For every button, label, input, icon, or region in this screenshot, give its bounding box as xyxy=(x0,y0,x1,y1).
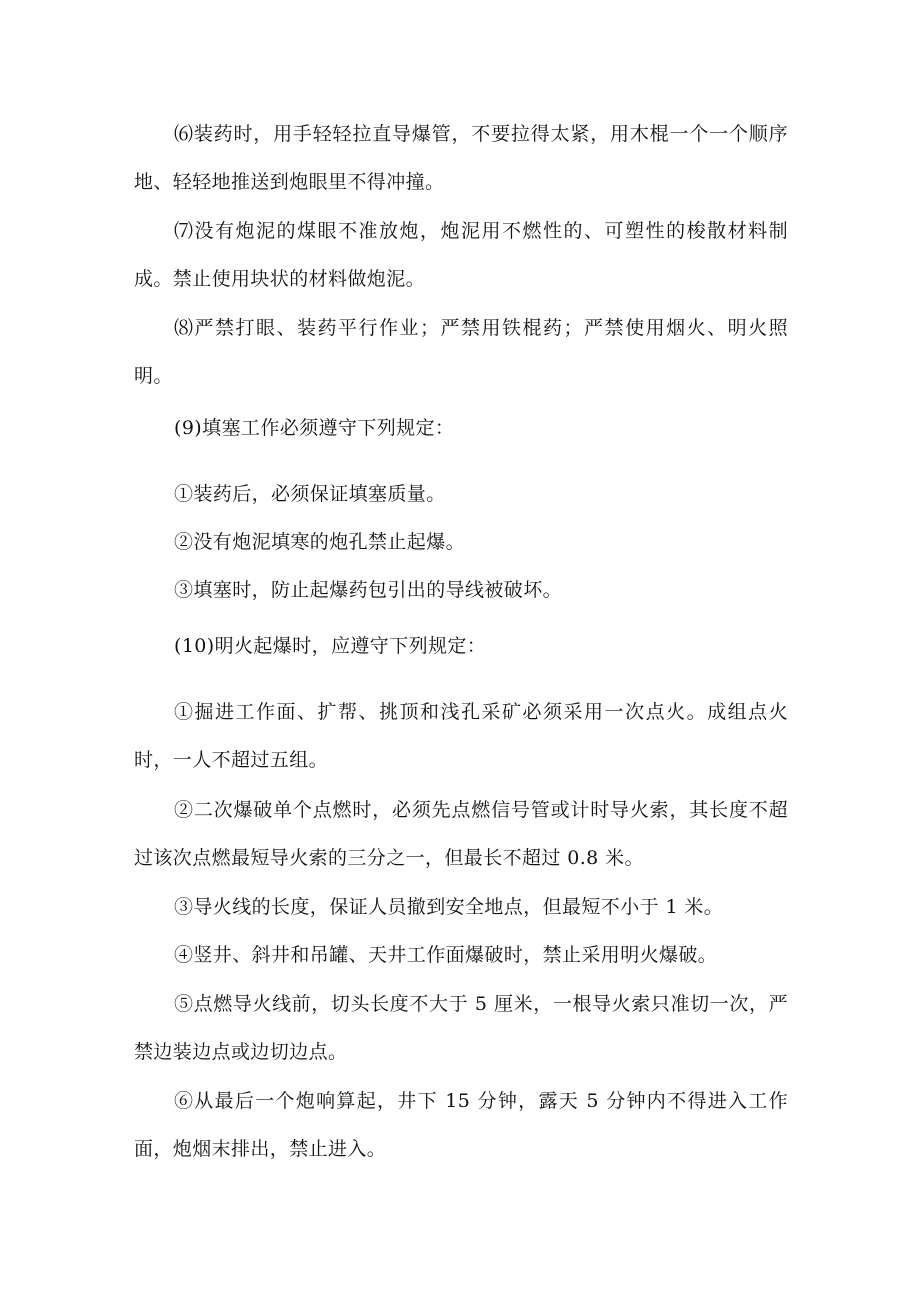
section-heading-10: (10)明火起爆时，应遵守下列规定： xyxy=(174,635,487,657)
list-item-9-1: ①装药后，必须保证填塞质量。 xyxy=(174,483,446,505)
paragraph-item-8-prohibitions: ⑻严禁打眼、装药平行作业；严禁用铁棍药；严禁使用烟火、明火照明。 xyxy=(134,317,788,387)
section-heading-9: (9)填塞工作必须遵守下列规定： xyxy=(174,417,455,439)
list-item-9-2: ②没有炮泥填寒的炮孔禁止起爆。 xyxy=(174,531,466,553)
list-item-10-5: ⑤点燃导火线前，切头长度不大于 5 厘米，一根导火索只准切一次，严禁边装边点或边切边点。 xyxy=(134,993,788,1063)
list-item-10-6: ⑥从最后一个炮响算起，井下 15 分钟，露天 5 分钟内不得进入工作面，炮烟末排出，禁止进入。 xyxy=(134,1090,788,1160)
list-item-10-4: ④竖井、斜井和吊罐、天井工作面爆破时，禁止采用明火爆破。 xyxy=(174,944,718,966)
list-item-9-3: ③填塞时，防止起爆药包引出的导线被破坏。 xyxy=(174,579,563,601)
paragraph-item-7-stemming: ⑺没有炮泥的煤眼不准放炮，炮泥用不燃性的、可塑性的梭散材料制成。禁止使用块状的材料做炮泥。 xyxy=(134,220,788,290)
list-item-10-2: ②二次爆破单个点燃时，必须先点燃信号管或计时导火索，其长度不超过该次点燃最短导火索的三分之一，但最长不超过 0.8 米。 xyxy=(134,799,788,869)
list-item-10-3: ③导火线的长度，保证人员撤到安全地点，但最短不小于 1 米。 xyxy=(174,896,724,918)
list-item-10-1: ①掘进工作面、扩帮、挑顶和浅孔采矿必须采用一次点火。成组点火时，一人不超过五组。 xyxy=(134,701,788,771)
paragraph-item-6-charging: ⑹装药时，用手轻轻拉直导爆管，不要拉得太紧，用木棍一个一个顺序地、轻轻地推送到炮眼里不得冲撞。 xyxy=(134,123,788,193)
